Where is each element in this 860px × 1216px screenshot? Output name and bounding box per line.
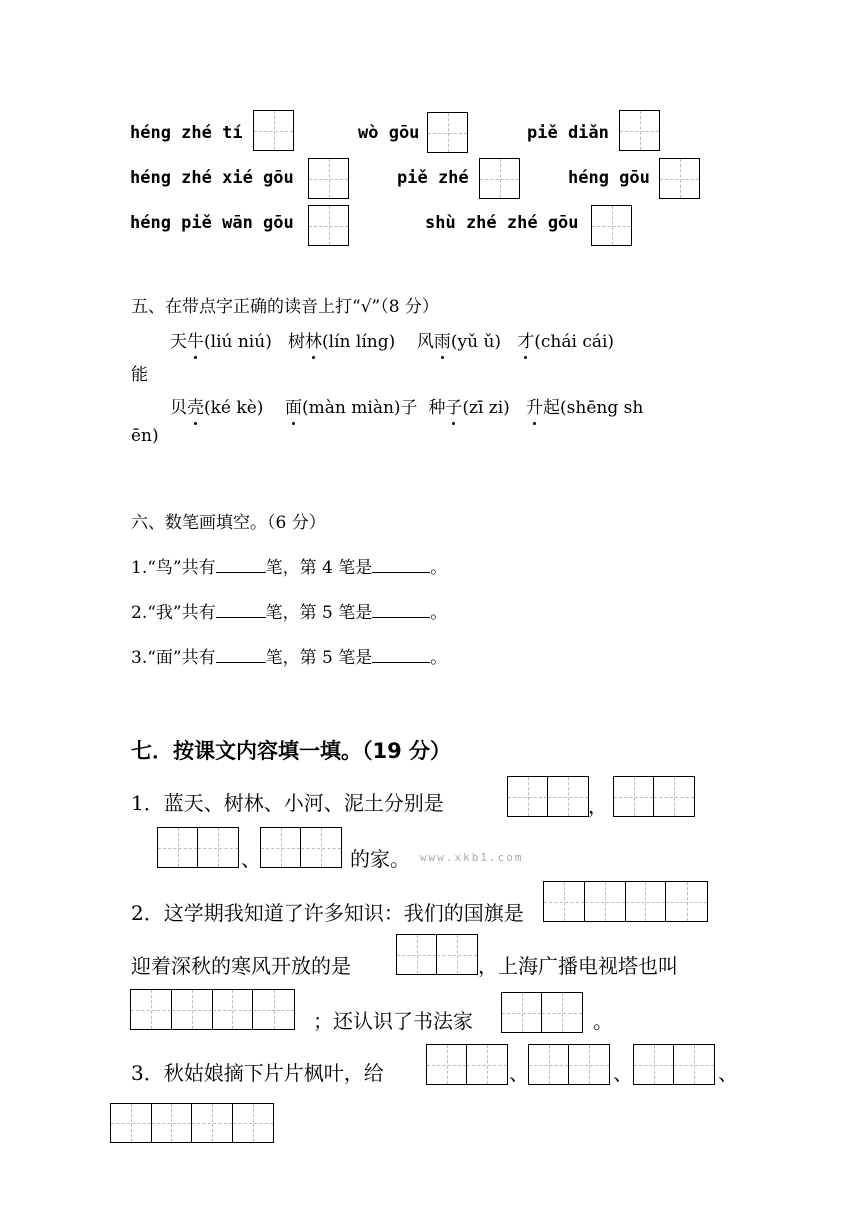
separator: 、 xyxy=(241,847,261,871)
stroke-name: piě zhé xyxy=(397,168,469,188)
pronunciation-line-2: 贝壳(ké kè) 面(màn miàn)子 种子(zī zi) 升起(shēng sh xyxy=(170,393,643,418)
answer-box[interactable] xyxy=(659,158,700,199)
answer-box[interactable] xyxy=(591,205,632,246)
answer-box[interactable] xyxy=(633,1044,715,1085)
stroke-count-question-3: 3.“面”共有 笔，第 5 笔是 。 xyxy=(131,648,448,668)
stroke-name: héng zhé xié gōu xyxy=(130,168,294,188)
answer-box[interactable] xyxy=(479,158,520,199)
separator: 、 xyxy=(613,1061,633,1085)
fill-question-1-end: 的家。 xyxy=(350,847,410,871)
answer-blank[interactable] xyxy=(372,601,430,618)
fill-question-2-line-2: 迎着深秋的寒风开放的是 xyxy=(131,954,351,978)
answer-blank[interactable] xyxy=(216,556,266,573)
answer-box[interactable] xyxy=(253,110,294,151)
fill-question-2: 2．这学期我知道了许多知识：我们的国旗是 xyxy=(131,901,524,925)
answer-box[interactable] xyxy=(130,989,295,1030)
period: 。 xyxy=(593,1009,613,1033)
answer-blank[interactable] xyxy=(372,646,430,663)
pronunciation-line-1-wrap: 能 xyxy=(131,365,148,385)
fill-question-2-line-2b: ，上海广播电视塔也叫 xyxy=(478,954,678,978)
answer-box[interactable] xyxy=(110,1103,274,1143)
answer-box[interactable] xyxy=(157,827,239,868)
stroke-name: shù zhé zhé gōu xyxy=(425,213,579,233)
stroke-count-question-2: 2.“我”共有 笔，第 5 笔是 。 xyxy=(131,603,448,623)
stroke-name: piě diǎn xyxy=(527,123,609,143)
answer-blank[interactable] xyxy=(216,646,266,663)
answer-blank[interactable] xyxy=(372,556,430,573)
answer-box[interactable] xyxy=(427,112,468,153)
answer-box[interactable] xyxy=(501,992,583,1033)
section-6-title: 六、数笔画填空。（6 分） xyxy=(131,513,326,533)
stroke-count-question-1: 1.“鸟”共有 笔，第 4 笔是 。 xyxy=(131,558,448,578)
answer-box[interactable] xyxy=(543,881,708,922)
answer-box[interactable] xyxy=(619,110,660,151)
fill-question-2-line-3: ；还认识了书法家 xyxy=(313,1009,473,1033)
answer-box[interactable] xyxy=(528,1044,610,1085)
stroke-name: héng piě wān gōu xyxy=(130,213,294,233)
fill-question-1: 1．蓝天、树林、小河、泥土分别是 xyxy=(131,791,444,815)
answer-box[interactable] xyxy=(507,776,589,817)
answer-box[interactable] xyxy=(308,158,349,199)
stroke-name: wò gōu xyxy=(358,123,420,143)
comma: ， xyxy=(588,794,608,818)
fill-question-3: 3．秋姑娘摘下片片枫叶，给 xyxy=(131,1061,384,1085)
answer-box[interactable] xyxy=(613,776,695,817)
section-5-title: 五、在带点字正确的读音上打“√”（8 分） xyxy=(131,297,439,317)
pronunciation-line-2-wrap: ēn) xyxy=(131,426,159,446)
pronunciation-line-1: 天牛(liú niú) 树林(lín líng) 风雨(yǔ ǔ) 才(chái cái) xyxy=(170,327,614,352)
answer-box[interactable] xyxy=(308,205,349,246)
watermark: www.xkb1.com xyxy=(420,851,524,864)
answer-blank[interactable] xyxy=(216,601,266,618)
answer-box[interactable] xyxy=(426,1044,508,1085)
section-7-title: 七．按课文内容填一填。（19 分） xyxy=(131,739,452,763)
separator: 、 xyxy=(718,1061,738,1085)
separator: 、 xyxy=(509,1061,529,1085)
stroke-name: héng zhé tí xyxy=(130,123,243,143)
stroke-name: héng gōu xyxy=(568,168,650,188)
answer-box[interactable] xyxy=(396,934,478,975)
answer-box[interactable] xyxy=(260,827,342,868)
